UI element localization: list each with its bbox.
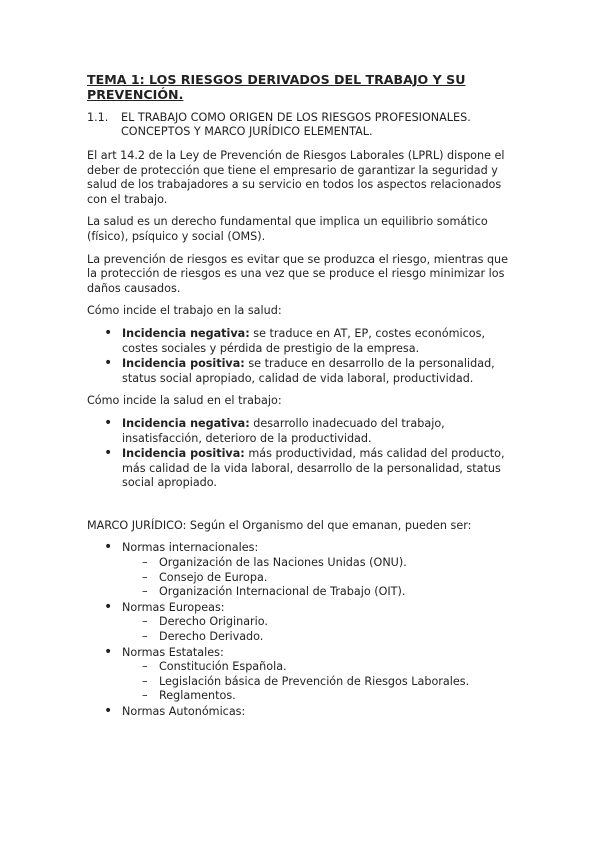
sub-item: – Organización Internacional de Trabajo (OIT). — [122, 585, 517, 600]
section-number: 1.1. — [87, 111, 109, 124]
sub-item: – Derecho Derivado. — [122, 630, 517, 645]
list-item — [87, 357, 517, 386]
sub-list — [122, 556, 517, 600]
spacer — [87, 499, 517, 519]
salud-trabajo-list — [87, 417, 517, 491]
salud-trabajo-intro: Cómo incide la salud en el trabajo: — [87, 394, 282, 408]
marco-group-internacionales — [87, 541, 517, 599]
item-label: Incidencia negativa: — [122, 326, 250, 340]
paragraph-salud: La salud es un derecho fundamental que implica un equilibrio somático (físico), psíquico y social (OMS). — [87, 215, 488, 243]
list-item — [87, 417, 517, 446]
list-item — [87, 447, 517, 491]
sub-item: – Reglamentos. — [122, 689, 517, 704]
item-text: desarrollo inadecuado del trabajo, insatisfacción, deterioro de la productividad. — [122, 416, 445, 445]
group-label: Normas internacionales: — [122, 541, 259, 555]
sub-list — [122, 615, 517, 644]
marco-intro: MARCO JURÍDICO: Según el Organismo del que emanan, pueden ser: — [87, 518, 472, 532]
list-item — [87, 327, 517, 356]
marco-group-europeas — [87, 601, 517, 645]
section-heading — [87, 111, 517, 139]
sub-item: – Consejo de Europa. — [122, 571, 517, 586]
item-label: Incidencia positiva: — [122, 447, 245, 461]
sub-item: – Legislación básica de Prevención de Riesgos Laborales. — [122, 675, 517, 690]
item-text: más productividad, más calidad del producto, más calidad de la vida laboral, desarrollo de la personalidad, status social apropiado. — [122, 447, 505, 490]
group-label: Normas Estatales: — [122, 645, 224, 659]
document-page — [87, 72, 517, 728]
item-label: Incidencia negativa: — [122, 416, 250, 430]
item-label: Incidencia positiva: — [122, 357, 245, 371]
item-text: se traduce en desarrollo de la personalidad, status social apropiado, calidad de vida laboral, productividad. — [122, 357, 495, 385]
marco-group-autonomicas — [87, 705, 517, 720]
sub-list — [122, 660, 517, 704]
trabajo-salud-list — [87, 327, 517, 386]
paragraph-lprl: El art 14.2 de la Ley de Prevención de Riesgos Laborales (LPRL) dispone el deber de protección que tiene el empresario de garantizar la seguridad y salud de los trabajadores a su servicio en todos los aspectos relacionados con el trabajo. — [87, 149, 505, 206]
group-label: Normas Autonómicas: — [122, 705, 246, 718]
trabajo-salud-intro: Cómo incide el trabajo en la salud: — [87, 304, 282, 318]
group-label: Normas Europeas: — [122, 600, 225, 614]
section-title: EL TRABAJO COMO ORIGEN DE LOS RIESGOS PROFESIONALES. CONCEPTOS Y MARCO JURÍDICO ELEMENTAL. — [121, 111, 471, 138]
sub-item: – Organización de las Naciones Unidas (ONU). — [122, 556, 517, 571]
document-title: TEMA 1: LOS RIESGOS DERIVADOS DEL TRABAJO Y SU PREVENCIÓN. — [87, 72, 466, 102]
sub-item: – Derecho Originario. — [122, 615, 517, 630]
paragraph-prevencion: La prevención de riesgos es evitar que se produzca el riesgo, mientras que la protección de riesgos es una vez que se produce el riesgo minimizar los daños causados. — [87, 252, 509, 295]
marco-group-estatales — [87, 646, 517, 704]
sub-item: – Constitución Española. — [122, 660, 517, 675]
item-text: se traduce en AT, EP, costes económicos, costes sociales y pérdida de prestigio de la empresa. — [122, 326, 486, 355]
marco-list — [87, 541, 517, 719]
